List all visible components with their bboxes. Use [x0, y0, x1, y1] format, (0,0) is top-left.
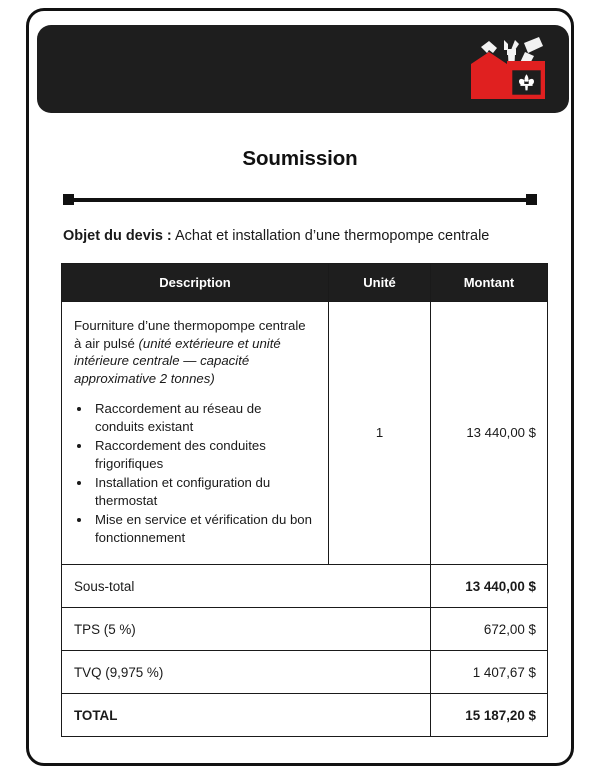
column-header-unit: Unité: [329, 263, 431, 301]
list-item: • Installation et configuration du thermostat: [92, 474, 314, 510]
document-header-band: [37, 25, 569, 113]
line-item-lead-italic: (unité extérieure et unité intérieure centrale — capacité approximative 2 tonnes): [74, 335, 281, 387]
tps-label: TPS (5 %): [62, 608, 431, 651]
line-item-unit: 1: [329, 301, 431, 564]
table-row-total: [62, 694, 548, 737]
table-row-tps: [62, 608, 548, 651]
table-header-row: [62, 263, 548, 301]
document-page-frame: [26, 8, 574, 766]
line-item-amount: 13 440,00 $: [431, 301, 548, 564]
list-item: • Raccordement au réseau de conduits existant: [92, 400, 314, 436]
line-item-description: [62, 301, 329, 564]
total-label: TOTAL: [62, 694, 431, 737]
divider-cap-right: [526, 194, 537, 205]
quote-subject-label: Objet du devis :: [63, 228, 172, 244]
table-row-tvq: [62, 651, 548, 694]
line-item-lead-plain: Fourniture d’une thermopompe centrale à air pulsé: [74, 317, 306, 351]
quote-table: [61, 263, 548, 737]
total-value: 15 187,20 $: [431, 694, 548, 737]
line-item-lead-text: [74, 317, 314, 389]
divider-bar: [68, 198, 532, 202]
title-divider: [63, 194, 537, 206]
quote-table-head: [62, 263, 548, 301]
table-row-subtotal: [62, 565, 548, 608]
toolbox-logo-icon: [463, 31, 551, 107]
line-item-bullet-list: [92, 400, 314, 547]
list-item: • Mise en service et vérification du bon fonctionnement: [92, 511, 314, 547]
quote-table-body: [62, 301, 548, 736]
column-header-description: Description: [62, 263, 329, 301]
tvq-value: 1 407,67 $: [431, 651, 548, 694]
subtotal-value: 13 440,00 $: [431, 565, 548, 608]
column-header-amount: Montant: [431, 263, 548, 301]
page-title: Soumission: [242, 147, 358, 170]
tps-value: 672,00 $: [431, 608, 548, 651]
table-row: [62, 301, 548, 564]
list-item: • Raccordement des conduites frigorifiques: [92, 437, 314, 473]
quote-subject-text: Achat et installation d’une thermopompe centrale: [171, 228, 490, 244]
quote-subject: [59, 226, 541, 247]
subtotal-label: Sous-total: [62, 565, 431, 608]
tvq-label: TVQ (9,975 %): [62, 651, 431, 694]
